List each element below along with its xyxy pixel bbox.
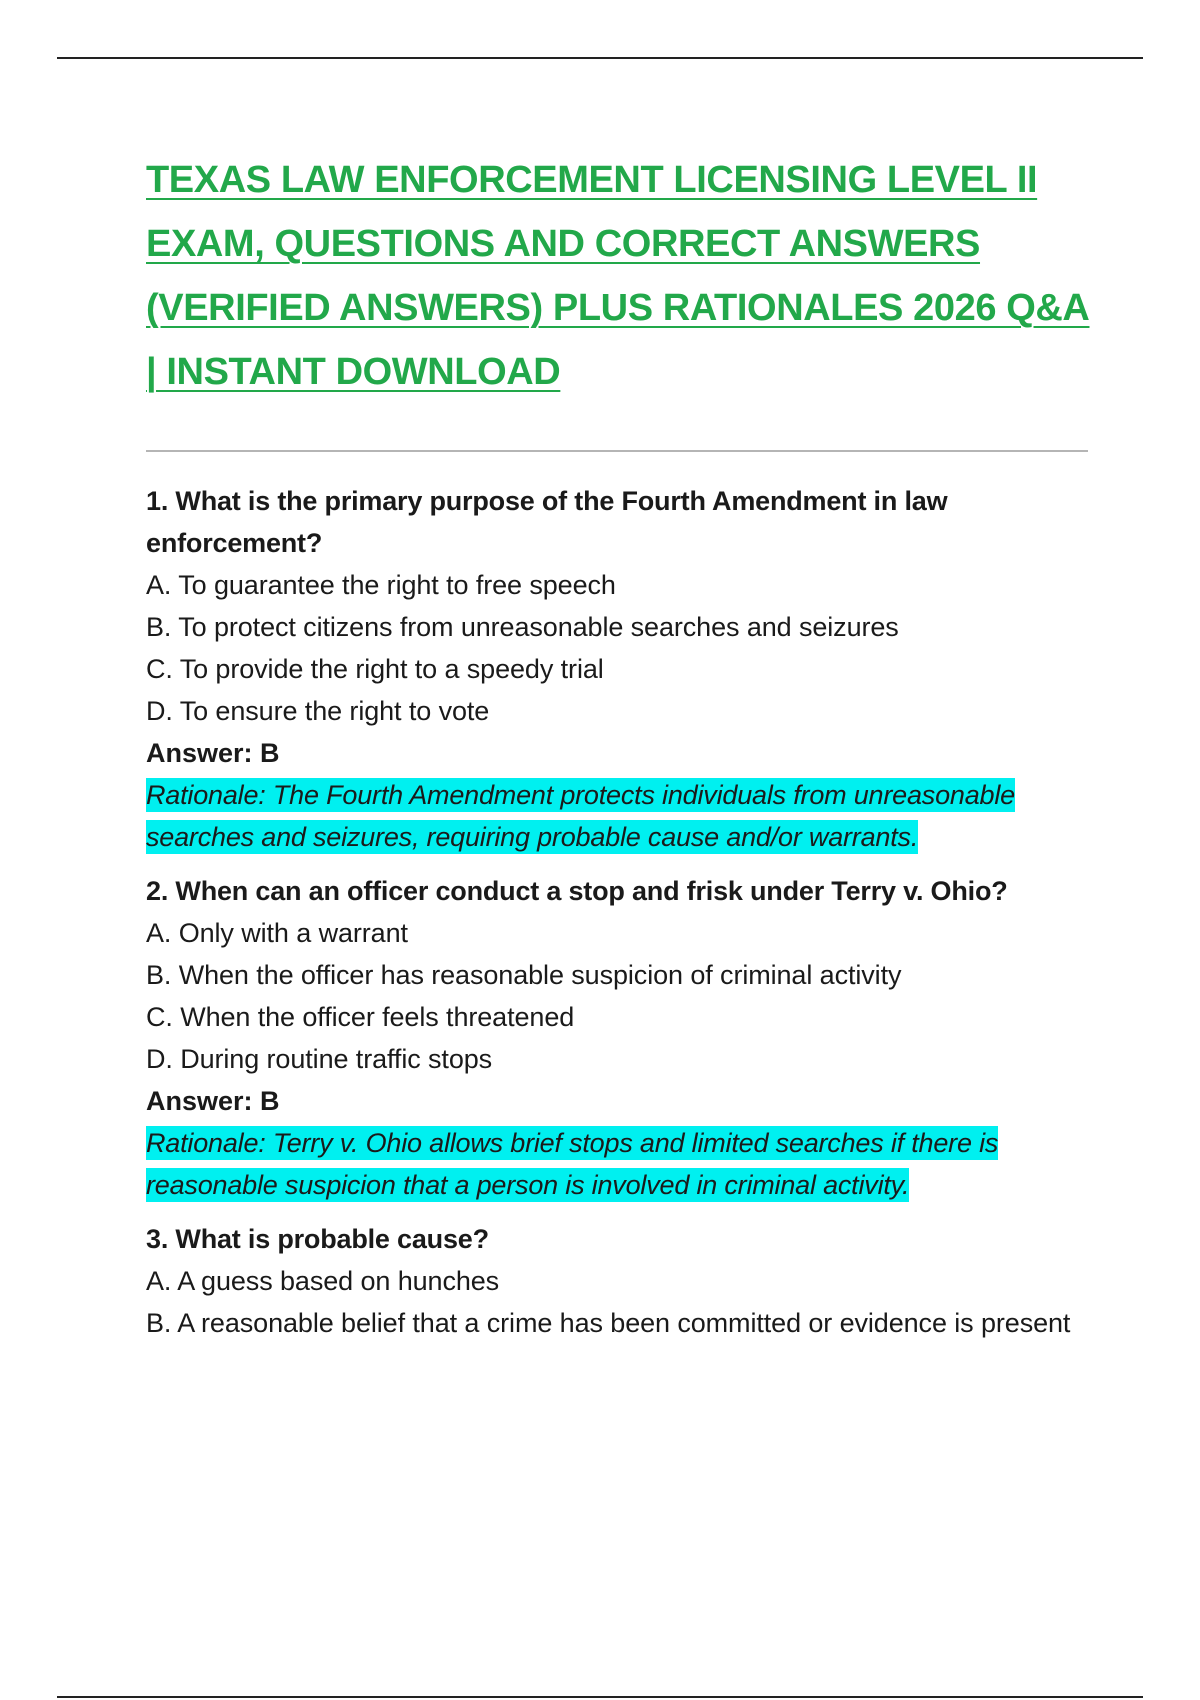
question-1: [146, 480, 1096, 858]
answer-label: Answer: B: [146, 1086, 280, 1116]
document-body: [146, 148, 1096, 1350]
document-title: TEXAS LAW ENFORCEMENT LICENSING LEVEL II EXAM, QUESTIONS AND CORRECT ANSWERS (VERIFIED ANSWERS) PLUS RATIONALES 2026 Q&A | INSTANT DOWNLOAD: [146, 159, 1090, 393]
rationale-highlight: Rationale: Terry v. Ohio allows brief stops and limited searches if there is reasonable suspicion that a person is involved in criminal activity.: [146, 1128, 999, 1200]
option-c: C. When the officer feels threatened: [146, 1002, 575, 1032]
question-3: [146, 1218, 1096, 1344]
option-a: A. A guess based on hunches: [146, 1266, 500, 1296]
rationale: [146, 1122, 1096, 1206]
option-d: D. To ensure the right to vote: [146, 696, 490, 726]
question-text: 1. What is the primary purpose of the Fourth Amendment in law enforcement?: [146, 486, 948, 558]
option-b: B. A reasonable belief that a crime has been committed or evidence is present: [146, 1308, 1071, 1338]
option-a: A. Only with a warrant: [146, 918, 408, 948]
title-separator: [146, 450, 1088, 452]
top-rule: [57, 57, 1143, 59]
option-a: A. To guarantee the right to free speech: [146, 570, 616, 600]
option-c: C. To provide the right to a speedy trial: [146, 654, 604, 684]
bottom-rule: [57, 1696, 1143, 1698]
question-2: [146, 870, 1096, 1206]
question-text: 2. When can an officer conduct a stop and frisk under Terry v. Ohio?: [146, 876, 1008, 906]
answer-label: Answer: B: [146, 738, 280, 768]
rationale-highlight: Rationale: The Fourth Amendment protects individuals from unreasonable searches and seizures, requiring probable cause and/or warrants.: [146, 780, 1015, 852]
question-text: 3. What is probable cause?: [146, 1224, 489, 1254]
rationale: [146, 774, 1096, 858]
option-b: B. To protect citizens from unreasonable searches and seizures: [146, 612, 899, 642]
option-d: D. During routine traffic stops: [146, 1044, 493, 1074]
option-b: B. When the officer has reasonable suspicion of criminal activity: [146, 960, 902, 990]
